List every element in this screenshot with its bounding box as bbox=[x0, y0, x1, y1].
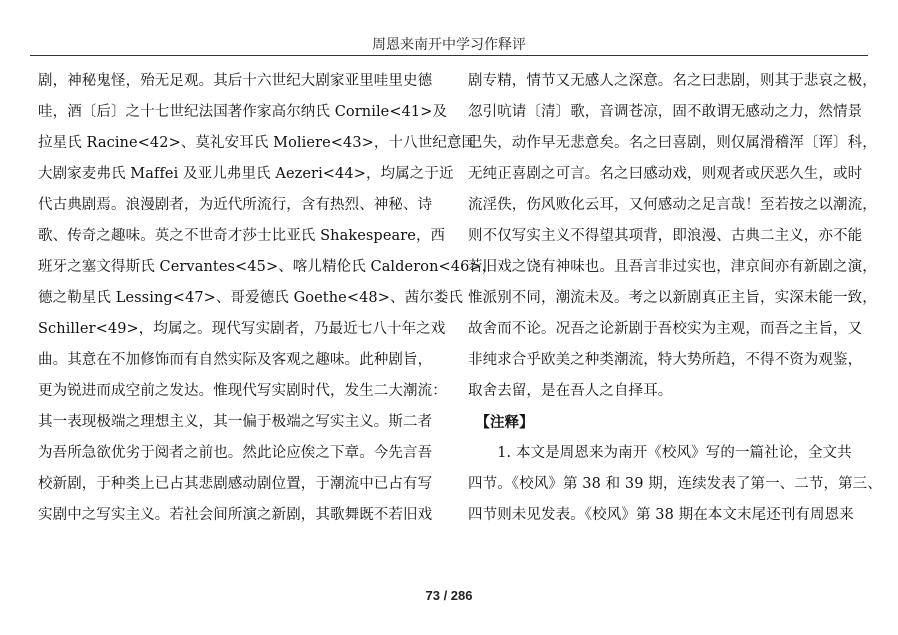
text-line: 曲。其意在不加修饰而有自然实际及客观之趣味。此种剧旨， bbox=[38, 352, 433, 368]
text-line: 更为锐进而成空前之发达。惟现代写实剧时代，发生二大潮流： bbox=[38, 383, 447, 399]
notes-heading: 【注释】 bbox=[468, 414, 534, 431]
text-line: 故舍而不论。况吾之论新剧于吾校实为主观，而吾之主旨，又 bbox=[468, 321, 863, 337]
note-line: 1. 本文是周恩来为南开《校风》写的一篇社论，全文共 bbox=[468, 445, 852, 461]
text-line: 剧专精，情节又无感人之深意。名之曰悲剧，则其于悲哀之极， bbox=[468, 73, 877, 89]
text-line: 流淫佚，伤风败化云耳，又何感动之足言哉！至若按之以潮流， bbox=[468, 197, 877, 213]
text-line: 惟派别不同，潮流未及。考之以新剧真正主旨，实深未能一致， bbox=[468, 290, 877, 306]
text-line: 歌、传奇之趣味。英之不世奇才莎士比亚氏 Shakespeare，西 bbox=[38, 228, 446, 244]
right-text-column bbox=[468, 66, 880, 578]
text-line: 拉星氏 Racine<42>、莫礼安耳氏 Moliere<43>，十八世纪意国 bbox=[38, 135, 477, 151]
left-text-column bbox=[38, 66, 497, 578]
text-line: 为吾所急欲优劣于阅者之前也。然此论应俟之下章。今先言吾 bbox=[38, 445, 433, 461]
text-line: 忽引吭请〔清〕歌，音调苍凉，固不敢谓无感动之力，然情景 bbox=[468, 104, 863, 120]
text-line: 实剧中之写实主义。若社会间所演之新剧，其歌舞既不若旧戏 bbox=[38, 507, 433, 523]
page-indicator: 73 / 286 bbox=[425, 588, 473, 603]
text-line: 大剧家麦弗氏 Maffei 及亚儿弗里氏 Aezeri<44>，均属之于近 bbox=[38, 166, 454, 182]
header-divider bbox=[30, 55, 868, 56]
text-line: 其一表现极端之理想主义，其一偏于极端之写实主义。斯二者 bbox=[38, 414, 433, 430]
text-line: Schiller<49>，均属之。现代写实剧者，乃最近七八十年之戏 bbox=[38, 321, 446, 337]
page-header-title: 周恩来南开中学习作释评 bbox=[372, 37, 526, 53]
text-line: 若旧戏之饶有神味也。且吾言非过实也，津京间亦有新剧之演， bbox=[468, 259, 877, 275]
text-line: 无纯正喜剧之可言。名之曰感动戏，则观者或厌恶久生，或时 bbox=[468, 166, 863, 182]
note-line: 四节则未见发表。《校风》第 38 期在本文末尾还刊有周恩来 bbox=[468, 507, 854, 523]
text-line: 校新剧，于种类上已占其悲剧感动剧位置，于潮流中已占有写 bbox=[38, 476, 433, 492]
text-line: 则不仅写实主义不得望其项背，即浪漫、古典二主义，亦不能 bbox=[468, 228, 863, 244]
text-line: 哇，酒〔后〕之十七世纪法国著作家高尔纳氏 Cornile<41>及 bbox=[38, 104, 448, 120]
text-line: 代古典剧焉。浪漫剧者，为近代所流行，含有热烈、神秘、诗 bbox=[38, 197, 433, 213]
text-line: 剧，神秘鬼怪，殆无足观。其后十六世纪大剧家亚里哇里史德 bbox=[38, 73, 433, 89]
text-line: 取舍去留，是在吾人之自择耳。 bbox=[468, 383, 673, 399]
text-line: 已失，动作早无悲意矣。名之曰喜剧，则仅属滑稽浑〔诨〕科， bbox=[468, 135, 877, 151]
text-line: 班牙之塞文得斯氏 Cervantes<45>、喀儿精伦氏 Calderon<46>， bbox=[38, 259, 497, 275]
text-line: 德之勒星氏 Lessing<47>、哥爱德氏 Goethe<48>、茜尔娄氏 bbox=[38, 290, 464, 306]
text-line: 非纯求合乎欧美之种类潮流，特大势所趋，不得不资为观鉴， bbox=[468, 352, 863, 368]
note-line: 四节。《校风》第 38 和 39 期，连续发表了第一、二节，第三、 bbox=[468, 476, 882, 492]
